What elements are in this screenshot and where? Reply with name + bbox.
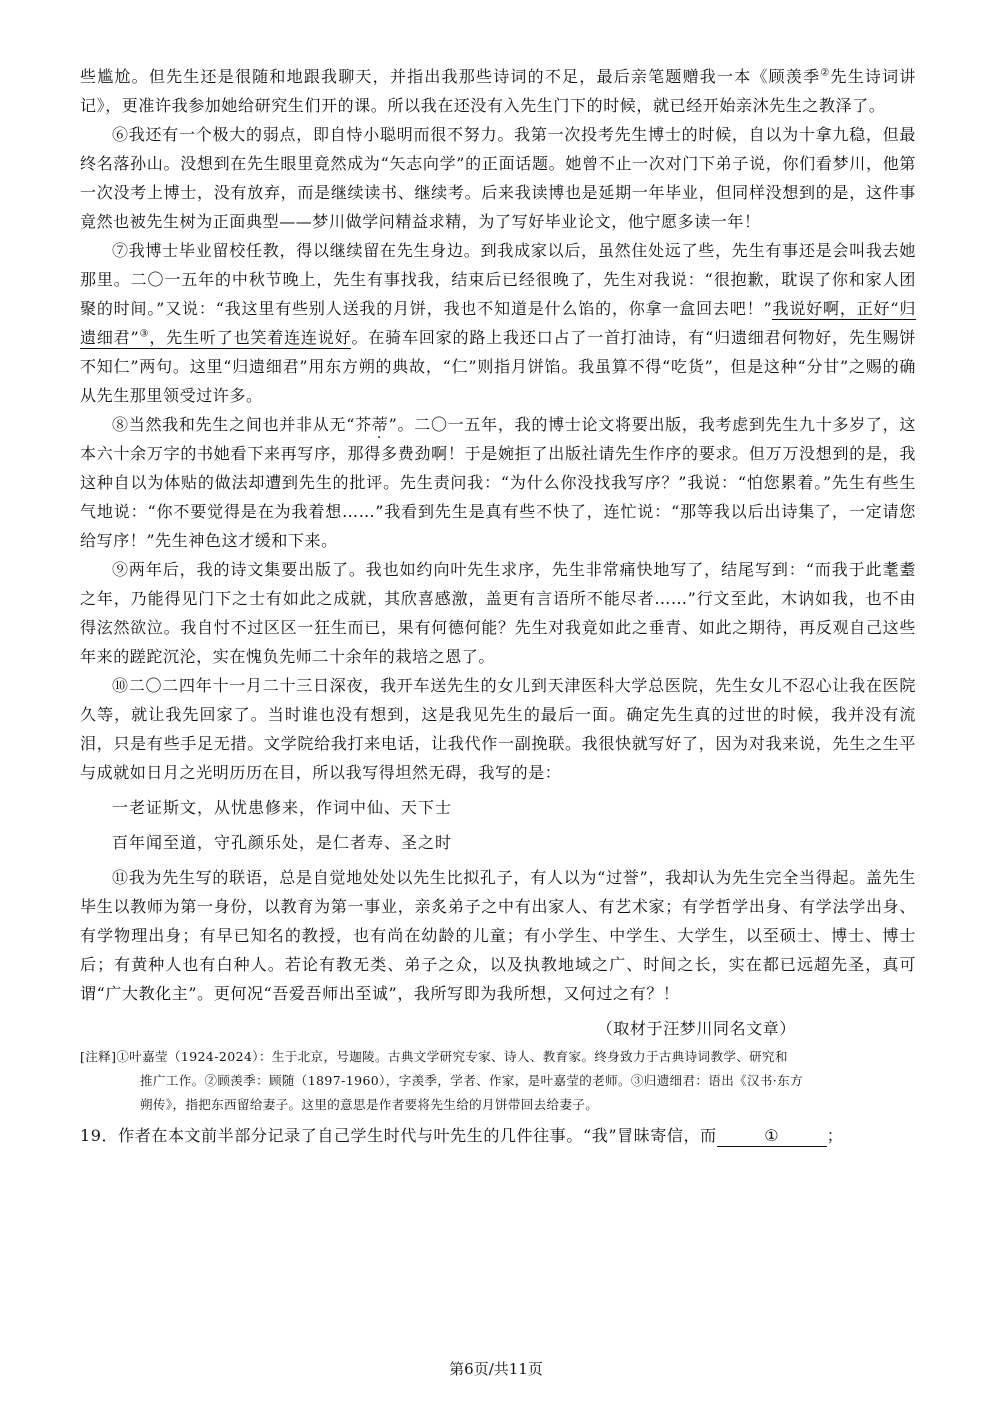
paragraph-10: ⑩二〇二四年十一月二十三日深夜，我开车送先生的女儿到天津医科大学总医院，先生女儿不忍心让我在医院久等，就让我先回家了。当时谁也没有想到，这是我见先生的最后一面。确定先生真的过世的时候，我并没有流泪，只是有些手足无措。文学院给我打来电话，让我代作一副挽联。我很快就写好了，因为对我来说，先生之生平与成就如日月之光明历历在目，所以我写得坦然无碍，我写的是：	[80, 676, 916, 782]
note-line: [注释]①叶嘉莹（1924-2024）：生于北京，号迦陵。古典文学研究专家、诗人、教育家。终身致力于古典诗词教学、研究和	[80, 1049, 788, 1064]
note-line: 推广工作。②顾羡季：顾随（1897-1960），字羡季，学者、作家，是叶嘉莹的老师。③归遗细君：语出《汉书·东方	[140, 1073, 803, 1088]
text-segment: 先生诗词讲记》，更准许我参加她给研究生们开的课。所以我在还没有入先生门下的时候，就已经开始亲沐先生之教泽了。	[80, 67, 916, 115]
annotations	[80, 1045, 916, 1117]
question-19	[80, 1121, 916, 1150]
question-end: ；	[826, 1126, 844, 1145]
question-text: 19．作者在本文前半部分记录了自己学生时代与叶先生的几件往事。“我”冒昧寄信，而	[80, 1126, 717, 1145]
text-segment: ，先生听了也笑着连连说好	[149, 328, 352, 347]
paragraph-continued	[80, 62, 916, 120]
emphasis-dot-char: 芥	[355, 415, 372, 434]
paragraph-7	[80, 236, 916, 410]
paragraph-11: ⑪我为先生写的联语，总是自觉地处处以先生比拟孔子，有人以为“过誉”，我却认为先生完全当得起。盖先生毕生以教师为第一身份，以教育为第一事业，亲炙弟子之中有出家人、有艺术家；有学哲学出身、有学法学出身、有学物理出身；有早已知名的教授，也有尚在幼龄的儿童；有小学生、中学生、大学生，以至硕士、博士、博士后；有黄种人也有白种人。若论有教无类、弟子之众，以及执教地域之广、时间之长，实在都已远超先圣，真可谓“广大教化主”。更何况“吾爱吾师出至诚”，我所写即为我所想，又何过之有？！	[80, 868, 916, 1003]
text-segment: ⑦我博士毕业留校任教，得以继续留在先生身边。到我成家以后，虽然住处远了些，先生有事还是会叫我去她那里。二〇一五年的中秋节晚上，先生有事找我，结束后已经很晚了，先生对我说：“很抱歉，耽误了你和家人团聚的时间。”又说：“我这里有些别人送我的月饼，我也不知道是什么馅的，你拿一盒回去吧！”	[80, 241, 916, 318]
note-line: 朔传》，指把东西留给妻子。这里的意思是作者要将先生给的月饼带回去给妻子。	[140, 1097, 599, 1112]
text-segment: ⑧当然我和先生之间也并非从无“	[112, 415, 355, 434]
couplet-line-1: 一老证斯文，从忧患修来，作词中仙、天下士	[112, 798, 453, 817]
text-segment: 蒂”。二〇一五年，我的博士论文将要出版，我考虑到先生九十多岁了，这本六十余万字的书她看下来再写序，那得多费劲啊！于是婉拒了出版社请先生作序的要求。但万万没想到的是，我这种自以为体贴的做法却遭到先生的批评。先生责问我：“为什么你没找我写序？”我说：“怕您累着。”先生有些生气地说：“你不要觉得是在为我着想……”我看到先生是真有些不快了，连忙说：“那等我以后出诗集了，一定请您给写序！”先生神色这才缓和下来。	[80, 415, 916, 550]
source-attribution: （取材于汪梦川同名文章）	[596, 1019, 796, 1038]
paragraph-6: ⑥我还有一个极大的弱点，即自恃小聪明而很不努力。我第一次投考先生博士的时候，自以为十拿九稳，但最终名落孙山。没想到在先生眼里竟然成为“矢志向学”的正面话题。她曾不止一次对门下弟子说，你们看梦川，他第一次没考上博士，没有放弃，而是继续读书、继续考。后来我读博也是延期一年毕业，但同样没想到的是，这件事竟然也被先生树为正面典型——梦川做学问精益求精，为了写好毕业论文，他宁愿多读一年！	[80, 125, 916, 231]
document-body	[80, 62, 916, 1150]
text-segment: 我说好啊，正好“归遗细君”	[80, 299, 916, 347]
page-footer: 第6页/共11页	[449, 1360, 543, 1378]
paragraph-9: ⑨两年后，我的诗文集要出版了。我也如约向叶先生求序，先生非常痛快地写了，结尾写到：“而我于此耄耋之年，乃能得见门下之士有如此之成就，其欣喜感激，盖更有言语所不能尽者……”行文至此，木讷如我，也不由得泫然欲泣。我自忖不过区区一狂生而已，果有何德何能？先生对我竟如此之垂青、如此之期待，再反观自己这些年来的蹉跎沉沦，实在愧负先师二十余年的栽培之恩了。	[80, 560, 916, 666]
text-segment: 些尴尬。但先生还是很随和地跟我聊天，并指出我那些诗词的不足，最后亲笔题赠我一本《顾羡季	[80, 67, 821, 86]
text-segment: 。在骑车回家的路上我还口占了一首打油诗，有“归遗细君何物好，先生赐饼不知仁”两句。这里“归遗细君”用东方朔的典故，“仁”则指月饼馅。我虽算不得“吃货”，但是这种“分甘”之赐的确从先生那里领受过许多。	[80, 328, 916, 405]
paragraph-8	[80, 410, 916, 555]
footnote-ref: ③	[139, 328, 150, 340]
answer-blank[interactable]: ①	[717, 1126, 827, 1147]
couplet-line-2: 百年闻至道，守孔颜乐处，是仁者寿、圣之时	[112, 833, 453, 852]
footnote-ref: ②	[820, 67, 831, 79]
